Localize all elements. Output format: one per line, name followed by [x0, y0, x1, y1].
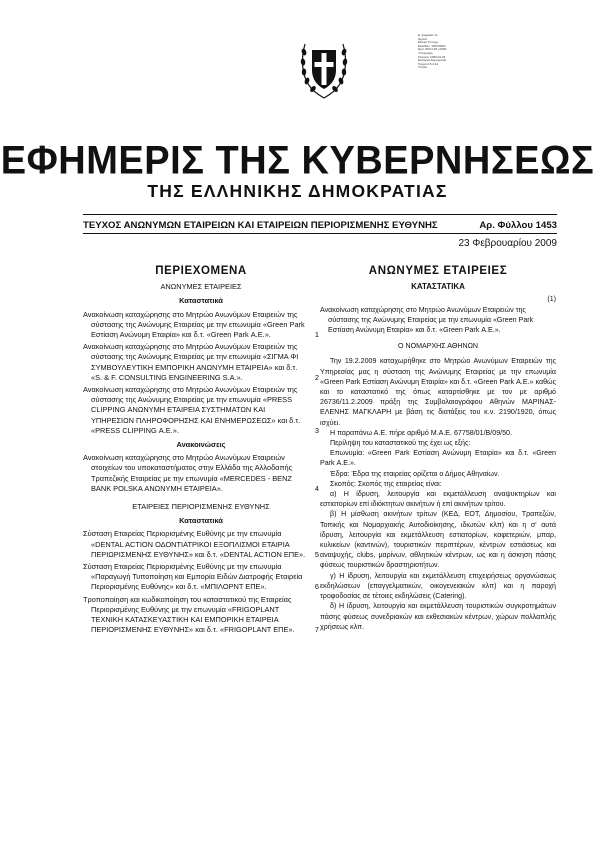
- contents-entry-text: Τροποποίηση και κωδικοποίηση του καταστατικού της Εταιρείας Περιορισμένης Ευθύνης με την επωνυμία «FRIGOPLANT ΤΕΧΝΙΚΗ ΚΑΤΑΣΚΕΥΑΣΤΙΚΗ ΚΑΙ ΕΜΠΟΡΙΚΗ ΕΤΑΙΡΕΙΑ ΠΕΡΙΟΡΙΣΜΕΝΗΣ ΕΥΘΥΝΗΣ» και δ.τ. «FRIGOPLANT ΕΠΕ».: [83, 594, 295, 635]
- contents-entry-text: Ανακοίνωση καταχώρησης στο Μητρώο Ανωνύμων Εταιρειών στοιχείων του υποκαταστήματος στην Ελλάδα της Αλλοδαπής Τραπεζικής Εταιρείας με την επωνυμία «MERCEDES - BENZ BANK POLSKA ΑΝΩΝΥΜΗ ΕΤΑΙΡΕΙΑ».: [83, 453, 293, 493]
- greek-coat-of-arms-emblem: [295, 40, 353, 100]
- contents-entry[interactable]: [83, 453, 319, 494]
- contents-entry-page: 5: [314, 549, 319, 559]
- contents-entry-text: Ανακοίνωση καταχώρησης στο Μητρώο Ανωνύμων Εταιρειών της σύστασης της Ανώνυμης Εταιρείας με την επωνυμία «PRESS CLIPPING ΑΝΩΝΥΜΗ ΕΤΑΙΡΕΙΑ ΣΥΣΤΗΜΑΤΩΝ ΚΑΙ ΥΠΗΡΕΣΙΩΝ ΠΛΗΡΟΦΟΡΗΣΗΣ ΚΑΙ ΕΝΗΜΕΡΩΣΕΩΣ» και δ.τ. «PRESS CLIPPING Α.Ε.».: [83, 385, 301, 435]
- statutes-list: [83, 310, 319, 436]
- stamp-line: Ημ/νία:: [418, 37, 428, 41]
- contents-entry[interactable]: [83, 342, 319, 383]
- issue-bar: [83, 220, 557, 231]
- body-paragraph: Σκοπός: Σκοπός της εταιρείας είναι:: [330, 479, 442, 488]
- contents-entry[interactable]: [83, 385, 319, 436]
- stamp-line: Υπογραφή:: [418, 51, 434, 55]
- body-paragraph: β) Η μίσθωση ακινήτων τρίτων (ΚΕΔ, ΕΟΤ, Δημοσίου, Τραπεζών, Τοπικής και Νομαρχιακής Αυτοδιοίκησης, ιδιωτών κλπ) και η σ' αυτά ίδρυση, λειτουργία και εκμετάλλευση εστιατορίων, καφετεριών, μπαρ, κυλικείων (καντινών), τουριστικών περιπτέρων, κέντρων εστιάσεως και αναψυχής, clubs, μαρίνων, αθλητικών κέντρων, ως και η άσκηση πάσης φύσεως τουριστικών δραστηριοτήτων.: [320, 510, 556, 570]
- authority-heading: Ο ΝΟΜΑΡΧΗΣ ΑΘΗΝΩΝ: [397, 342, 479, 351]
- stamp-line: Ε. ψηφιακά υπ.: [418, 34, 439, 37]
- contents-entry-text: Σύσταση Εταιρείας Περιορισμένης Ευθύνης με την επωνυμία «Παραγωγή Τυποποίηση και Εμπορία Ειδών Διατροφής Εταιρεία Περιορισμένης Ευθύνης» και δ.τ. «ΜΠΙΛΟΡΝΤ ΕΠΕ».: [83, 562, 303, 592]
- body-paragraph: Επωνυμία: «Green Park Εστίαση Ανώνυμη Εταιρία» και δ.τ. «Green Park Α.Ε.».: [320, 449, 556, 468]
- announcement-intro: Ανακοίνωση καταχώρησης στο Μητρώο Ανωνύμων Εταιρειών της σύστασης της Ανώνυμης Εταιρείας με την επωνυμία «Green Park Εστίαση Ανώνυμη Εταιρία» και δ.τ. «Green Park Α.Ε.».: [320, 305, 534, 335]
- issue-date: 23 Φεβρουαρίου 2009: [458, 238, 557, 249]
- contents-entry-page: 6: [314, 582, 319, 592]
- contents-entry-page: 1: [314, 330, 319, 340]
- body-paragraph: Έδρα: Έδρα της εταιρείας ορίζεται ο Δήμος Αθηναίων.: [330, 469, 500, 478]
- body-paragraph: γ) Η ίδρυση, λειτουργία και εκμετάλλευση επιχειρήσεως οργανώσεως εκδηλώσεων (επαγγελματικών, οικογενειακών κλπ) και η παροχή τροφοδοσίας σε τέτοιες εκδηλώσεις (Catering).: [320, 571, 556, 601]
- body-paragraph: α) Η ίδρυση, λειτουργία και εκμετάλλευση αναψυκτηρίων και εστιατορίων επί ιδιόκτητων ακινήτων ή επί ακινήτων τρίτου.: [320, 490, 556, 509]
- body-paragraph: δ) Η ίδρυση, λειτουργία και εκμετάλλευση τουριστικών συγκροτημάτων πάσης φύσεως συνεδριακών και εκθεσιακών κέντρων, χώρων πολλαπλής χρήσεως κλπ.: [320, 602, 556, 631]
- body-paragraph: Η παραπάνω Α.Ε. πήρε αριθμό Μ.Α.Ε. 67758/01/Β/09/50.: [330, 428, 512, 437]
- contents-section-epe: ΕΤΑΙΡΕΙΕΣ ΠΕΡΙΟΡΙΣΜΕΝΗΣ ΕΥΘΥΝΗΣ: [132, 502, 270, 512]
- contents-entry[interactable]: [83, 562, 319, 593]
- stamp-line: Ώρα: 08:01:15 +0300: [418, 48, 447, 52]
- body-heading: ΑΝΩΝΥΜΕΣ ΕΤΑΙΡΕΙΕΣ: [368, 265, 508, 277]
- contents-category-statutes-epe: Καταστατικά: [179, 516, 223, 526]
- contents-entry-page: 2: [314, 372, 319, 382]
- contents-heading: ΠΕΡΙΕΧΟΜΕΝΑ: [155, 265, 247, 277]
- body-column: [320, 266, 556, 632]
- sheet-number: Αρ. Φύλλου 1453: [479, 220, 557, 231]
- stamp-line: Γνήσιο: [418, 66, 428, 70]
- digital-signature-stamp: [418, 34, 474, 70]
- contents-entry-text: Ανακοίνωση καταχώρησης στο Μητρώο Ανωνύμων Εταιρειών της σύστασης της Ανώνυμης Εταιρείας με την επωνυμία «Green Park Εστίαση Ανώνυμη Εταιρία» και δ.τ. «Green Park Α.Ε.».: [83, 309, 305, 340]
- gazette-title: ΕΦΗΜΕΡΙΣ ΤΗΣ ΚΥΒΕΡΝΗΣΕΩΣ: [0, 138, 595, 184]
- gazette-subtitle: ΤΗΣ ΕΛΛΗΝΙΚΗΣ ΔΗΜΟΚΡΑΤΙΑΣ: [147, 181, 448, 201]
- contents-entry[interactable]: [83, 595, 319, 636]
- stamp-line: Ελληνική Δημοκρατία: [418, 59, 447, 63]
- contents-entry-page: 7: [314, 625, 319, 635]
- contents-category-announcements: Ανακοινώσεις: [176, 440, 226, 450]
- epe-list: [83, 529, 319, 635]
- contents-column: [83, 266, 319, 638]
- body-category: ΚΑΤΑΣΤΑΤΙΚΑ: [411, 282, 465, 292]
- contents-entry-text: Ανακοίνωση καταχώρησης στο Μητρώο Ανωνύμων Εταιρειών της σύστασης της Ανώνυμης Εταιρείας με την επωνυμία «ΣΙΓΜΑ ΦΙ ΣΥΜΒΟΥΛΕΥΤΙΚΗ ΕΜΠΟΡΙΚΗ ΑΝΩΝΥΜΗ ΕΤΑΙΡΕΙΑ» και δ.τ. «S. & F. CONSULTING ENGINEERING S.A.».: [83, 342, 299, 382]
- contents-entry-page: 3: [314, 425, 319, 435]
- reference-number: (1): [547, 295, 556, 304]
- contents-section-ae: ΑΝΩΝΥΜΕΣ ΕΤΑΙΡΕΙΕΣ: [160, 282, 242, 292]
- issue-type: ΤΕΥΧΟΣ ΑΝΩΝΥΜΩΝ ΕΤΑΙΡΕΙΩΝ ΚΑΙ ΕΤΑΙΡΕΙΩΝ ΠΕΡΙΟΡΙΣΜΕΝΗΣ ΕΥΘΥΝΗΣ: [83, 220, 438, 231]
- stamp-line: Ελλάδας: 1453/0903: [418, 44, 446, 48]
- contents-entry[interactable]: [83, 310, 319, 341]
- body-paragraph: Την 19.2.2009 καταχωρήθηκε στο Μητρώο Ανωνύμων Εταιρειών της Υπηρεσίας μας η σύσταση της Ανώνυμης Εταιρείας με την επωνυμία «Green Park Εστίαση Ανώνυμη Εταιρία» και δ.τ. «Green Park Α.Ε.» καθώς και το καταστατικό της όπως καταρτίσθηκε με τον με αριθμό 26736/11.2.2009 πράξη της Συμβολαιογράφου Αθηνών ΜΑΡΙΝΑΣ-ΕΛΕΝΗΣ ΜΑΓΚΛΑΡΗ με βάση τις διατάξεις του κ.ν. 2190/1920, όπως ισχύει.: [320, 357, 556, 427]
- top-rule: [83, 214, 557, 215]
- contents-entry-page: 4: [314, 483, 319, 493]
- stamp-line: Εθνικό Τυπογρ.: [418, 41, 439, 45]
- contents-category-statutes: Καταστατικά: [179, 296, 223, 306]
- announcements-list: [83, 453, 319, 494]
- body-paragraphs: [320, 356, 556, 631]
- bottom-rule: [83, 233, 557, 234]
- stamp-line: Στοιχεία: 2009.02.23: [418, 55, 446, 59]
- body-paragraph: Περίληψη του καταστατικού της έχει ως εξής:: [330, 439, 471, 448]
- stamp-line: Τμήμα 2.5.4.10: [418, 62, 439, 66]
- contents-entry[interactable]: [83, 529, 319, 560]
- contents-entry-text: Σύσταση Εταιρείας Περιορισμένης Ευθύνης με την επωνυμία «DENTAL ACTION ΟΔΟΝΤΙΑΤΡΙΚΟΙ ΕΞΟΠΛΙΣΜΟΙ ΕΤΑΙΡΙΑ ΠΕΡΙΩΡΙΣΜΕΝΗΣ ΕΥΘΥΝΗΣ» και δ.τ. «DENTAL ACTION ΕΠΕ».: [83, 529, 306, 559]
